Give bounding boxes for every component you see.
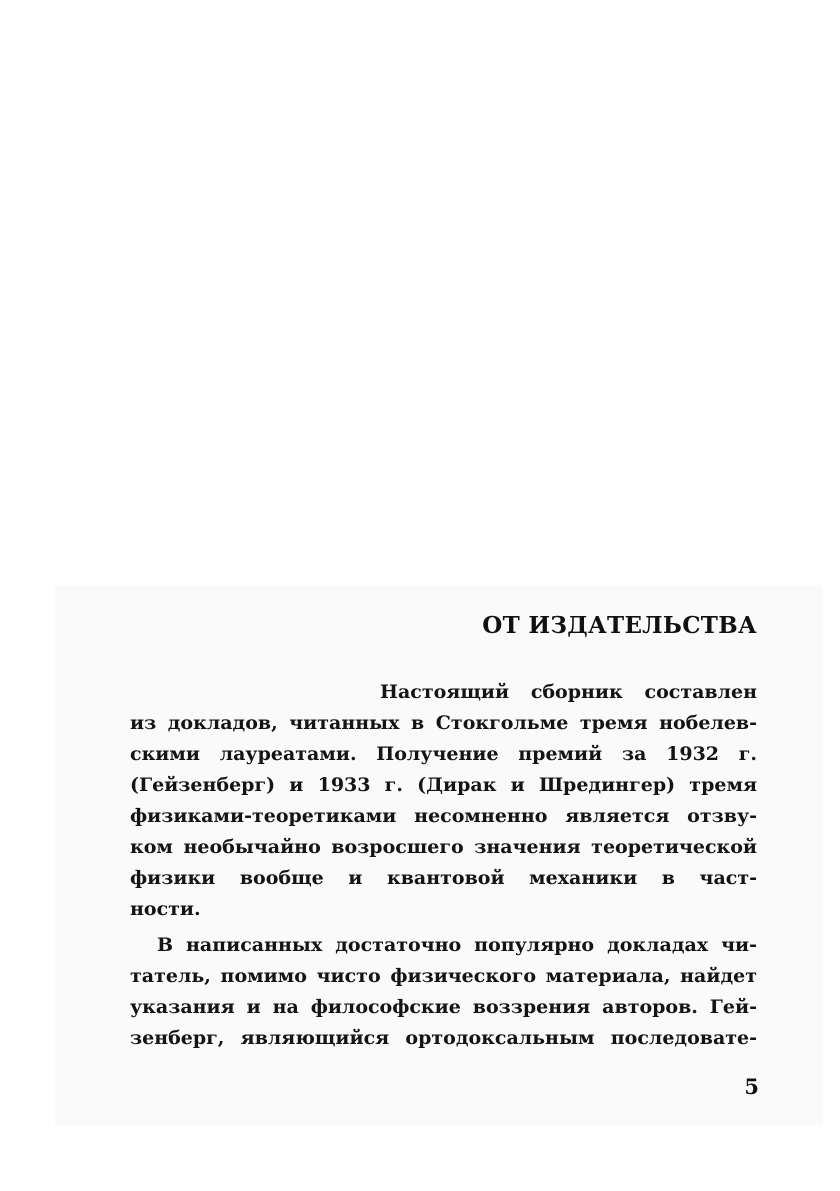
paragraph-2-line-2: татель, помимо чисто физического материала, найдет [130,965,757,987]
paragraph-1-line-4: (Гейзенберг) и 1933 г. (Дирак и Шредингер) тремя [130,774,757,796]
paragraph-2 [130,930,757,1054]
paragraph-1-line-2: из докладов, читанных в Стокгольме тремя нобелев- [130,712,757,734]
paragraph-2-line-1: В написанных достаточно популярно докладах чи- [157,934,757,956]
paragraph-2-line-4: зенберг, являющийся ортодоксальным последовате- [130,1027,757,1049]
paragraph-1-line-1: Настоящий сборник составлен [380,681,757,703]
paragraph-1-line-3: скими лауреатами. Получение премий за 1932 г. [130,743,757,765]
paragraph-1-line-6: ком необычайно возросшего значения теоретической [130,836,757,858]
paragraph-1-line-8: ности. [130,898,201,920]
paragraph-1-line-5: физиками-теоретиками несомненно является отзву- [130,805,757,827]
section-heading: ОТ ИЗДАТЕЛЬСТВА [482,612,757,639]
paragraph-1 [130,677,757,925]
paragraph-1-line-7: физики вообще и квантовой механики в част- [130,867,757,889]
page-number: 5 [744,1074,759,1099]
paragraph-2-line-3: указания и на философские воззрения авторов. Гей- [130,996,757,1018]
